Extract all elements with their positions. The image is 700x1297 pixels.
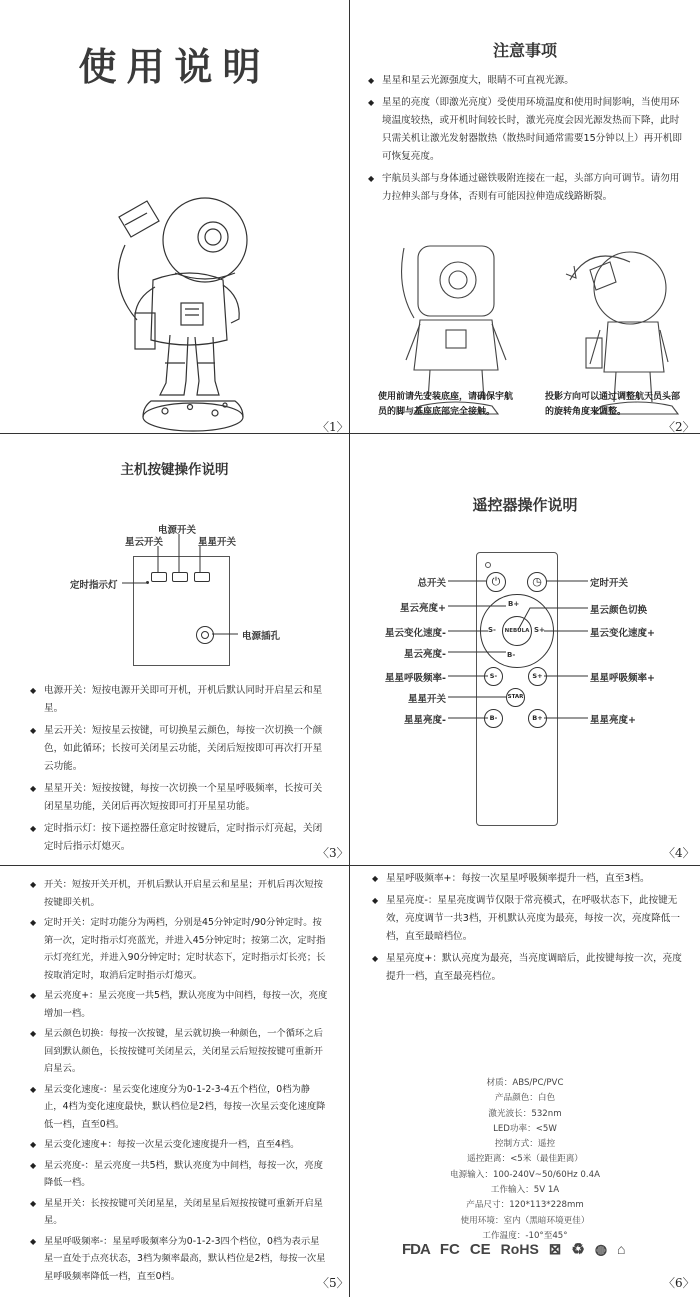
list-item: ◆ 星星呼吸频率-：星星呼吸频率分为0-1-2-3四个档位，0档为表示星星一直处于点亮状态，3档为频率最高，默认档位是2档，每按一次星星呼吸频率降低一档，直至0档。: [30, 1233, 328, 1286]
star-breath-down-button[interactable]: S-: [484, 667, 503, 686]
label-nebula-color-switch: 星云颜色切换: [590, 605, 648, 616]
list-item: ◆ 电源开关：短按电源开关即可开机，开机后默认同时开启星云和星星。: [30, 682, 326, 718]
list-item: ◆ 星星亮度+：默认亮度为最亮，当亮度调暗后，此按键每按一次，亮度提升一档，直至最亮档位。: [372, 950, 684, 986]
nebula-speed-down-button[interactable]: S-: [488, 626, 496, 634]
spec-remote-distance: 遥控距离：<5米（最佳距离）: [467, 1154, 583, 1165]
list-item: ◆ 星云颜色切换：每按一次按键，星云就切换一种颜色，一个循环之后回到默认颜色，长按按键可关闭星云，关闭星云后短按按键可重新开启星云。: [30, 1025, 328, 1078]
nebula-brightness-down-button[interactable]: B-: [507, 651, 516, 659]
label-nebula-brightness-down: 星云亮度-: [404, 649, 446, 660]
spec-control-method: 控制方式：遥控: [494, 1139, 556, 1150]
list-item: ◆ 星星的亮度（即激光亮度）受使用环境温度和使用时间影响，当使用环境温度较热，或开机时间较长时，激光亮度会因光源发热而下降，此时只需关机让激光发射器散热（散热时间通常需要15分钟以上）再开机即可恢复亮度。: [368, 94, 686, 166]
spec-material: 材质：ABS/PC/PVC: [486, 1078, 564, 1088]
page-title: 使用说明: [78, 45, 271, 89]
ce-mark: CE: [469, 1240, 491, 1258]
list-item: ◆ 定时指示灯：按下遥控器任意定时按键后，定时指示灯亮起，关闭定时后指示灯熄灭。: [30, 820, 326, 856]
caption-projection-direction: 投影方向可以通过调整航天员头部的旋转角度来调整。: [545, 392, 681, 417]
section-title: 主机按键操作说明: [120, 462, 229, 478]
nebula-speed-up-button[interactable]: S+: [534, 626, 545, 634]
spec-working-input: 工作输入：5V 1A: [490, 1185, 560, 1196]
host-buttons-list: [30, 682, 326, 860]
list-item: ◆ 宇航员头部与身体通过磁铁吸附连接在一起，头部方向可调节。请勿用力拉伸头部与身体，否则有可能因拉伸造成线路断裂。: [368, 170, 686, 206]
spec-power-input: 电源输入：100-240V~50/60Hz 0.4A: [450, 1169, 600, 1180]
section-title: 遥控器操作说明: [472, 496, 578, 514]
timer-light-label: 定时指示灯: [70, 580, 118, 591]
list-item: ◆ 星云亮度-：星云亮度一共5档，默认亮度为中间档，每按一次，亮度降低一档。: [30, 1157, 328, 1192]
timer-button[interactable]: ◷: [527, 572, 547, 592]
list-item: ◆ 星星亮度-：星星亮度调节仅限于常亮模式，在呼吸状态下，此按键无效，亮度调节一共3档，开机默认亮度为最亮，每按一次，亮度降低一档，直至最暗档位。: [372, 892, 684, 946]
power-button[interactable]: ⏻: [486, 572, 506, 592]
label-star-breath-down: 星星呼吸频率-: [385, 673, 446, 684]
page-3: [0, 434, 349, 865]
product-specifications: [430, 1076, 620, 1244]
star-brightness-down-button[interactable]: B-: [484, 709, 503, 728]
label-nebula-speed-down: 星云变化速度-: [385, 628, 446, 639]
spec-dimensions: 产品尺寸：120*113*228mm: [466, 1200, 584, 1211]
section-title: 注意事项: [492, 41, 557, 60]
list-item: ◆ 星云变化速度-：星云变化速度分为0-1-2-3-4五个档位，0档为静止，4档为变化速度最快，默认档位是2档，每按一次星云变化速度降低一档，直至0档。: [30, 1081, 328, 1134]
spec-led-power: LED功率：<5W: [493, 1123, 557, 1134]
list-item: ◆ 星云开关：短按星云按键，可切换星云颜色，每按一次切换一个颜色，如此循环；长按可关闭星云功能，关闭后短按即可再次打开星云功能。: [30, 722, 326, 776]
label-nebula-speed-up: 星云变化速度+: [590, 628, 655, 639]
caption-install-base: 使用前请先安装底座，请确保宇航员的脚与基座底部完全接触。: [378, 392, 514, 417]
page-number: 〈6〉: [663, 1276, 695, 1290]
fc-mark: FC: [439, 1240, 460, 1258]
power-switch-label: 电源开关: [158, 525, 197, 536]
list-item: ◆ 星云亮度+：星云亮度一共5档，默认亮度为中间档，每按一次，亮度增加一档。: [30, 987, 328, 1022]
list-item: ◆ 星星和星云光源强度大，眼睛不可直视光源。: [368, 72, 686, 90]
weee-bin-icon: ⊠: [548, 1241, 562, 1258]
star-switch-label: 星星开关: [198, 537, 237, 548]
label-star-switch: 星星开关: [407, 694, 446, 705]
remote-functions-list: [30, 876, 328, 1288]
page-number: 〈4〉: [663, 846, 695, 860]
spec-color: 产品颜色：白色: [494, 1093, 556, 1104]
recycle-icon: ♻: [571, 1241, 585, 1258]
label-timer-switch: 定时开关: [590, 578, 629, 589]
remote-functions-list-continued: [372, 870, 684, 990]
spec-wavelength: 激光波长：532nm: [488, 1108, 562, 1119]
certification-marks: [402, 1238, 642, 1260]
list-item: ◆ 定时开关：定时功能分为两档，分别是45分钟定时/90分钟定时。按第一次，定时指示灯亮蓝光，并进入45分钟定时；按第二次，定时指示灯亮红光，并进入90分钟定时；定时状态下，定时指示灯长亮；长按取消定时，取消后定时指示灯熄灭。: [30, 914, 328, 984]
label-star-breath-up: 星星呼吸频率+: [590, 673, 655, 684]
fda-mark: FDA: [402, 1240, 430, 1258]
spec-environment: 使用环境：室内（黑暗环境更佳）: [460, 1215, 590, 1226]
precautions-list: [368, 72, 686, 210]
page-number: 〈2〉: [663, 420, 695, 433]
nebula-color-button[interactable]: NEBULA: [502, 616, 532, 646]
label-star-brightness-up: 星星亮度+: [590, 715, 636, 726]
list-item: ◆ 星云变化速度+：每按一次星云变化速度提升一档，直至4档。: [30, 1136, 328, 1154]
label-master-switch: 总开关: [417, 578, 446, 589]
list-item: ◆ 星星开关：短按按键，每按一次切换一个星星呼吸频率，长按可关闭星星功能，关闭后再次短按即可打开星星功能。: [30, 780, 326, 816]
label-star-brightness-down: 星星亮度-: [404, 715, 446, 726]
page-number: 〈1〉: [317, 420, 349, 433]
page-4: [350, 434, 700, 865]
page-2: [350, 0, 700, 433]
rohs-mark: RoHS: [500, 1241, 539, 1257]
star-switch-button[interactable]: STAR: [506, 688, 525, 707]
spec-temperature: 工作温度：-10°至45°: [482, 1230, 568, 1241]
power-socket-label: 电源插孔: [242, 631, 281, 642]
list-item: ◆ 开关：短按开关开机，开机后默认开启星云和星星；开机后再次短按按键即关机。: [30, 876, 328, 911]
star-brightness-up-button[interactable]: B+: [528, 709, 547, 728]
list-item: ◆ 星星开关：长按按键可关闭星星，关闭星星后短按按键可重新开启星星。: [30, 1195, 328, 1230]
eco-icon: ◍: [594, 1240, 608, 1257]
page-6: [350, 866, 700, 1297]
astronaut-projector-illustration: [95, 185, 265, 433]
page-1: [0, 0, 349, 433]
page-5: [0, 866, 349, 1297]
list-item: ◆ 星星呼吸频率+：每按一次星星呼吸频率提升一档，直至3档。: [372, 870, 684, 888]
indoor-use-icon: ⌂: [617, 1241, 626, 1257]
nebula-switch-label: 星云开关: [125, 537, 164, 548]
page-number: 〈5〉: [317, 1276, 349, 1290]
nebula-brightness-up-button[interactable]: B+: [508, 600, 520, 608]
page-number: 〈3〉: [317, 846, 349, 860]
label-nebula-brightness-up: 星云亮度+: [400, 603, 446, 614]
star-breath-up-button[interactable]: S+: [528, 667, 547, 686]
